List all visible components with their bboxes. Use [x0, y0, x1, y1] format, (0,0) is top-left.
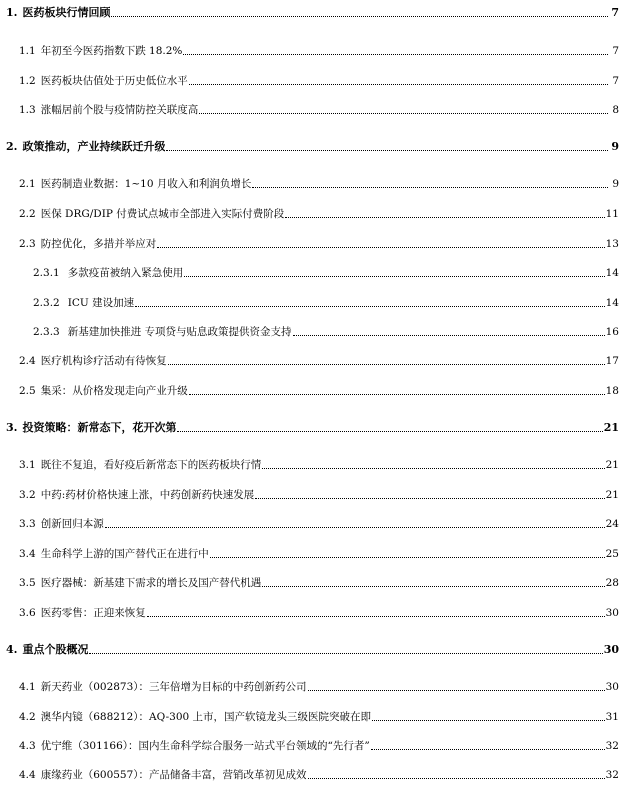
- toc-page-number: 28: [605, 577, 619, 589]
- toc-dot-leader: [135, 306, 605, 307]
- toc-entry-number: 2.4: [19, 355, 36, 367]
- toc-entry-title: 涨幅居前个股与疫情防控关联度高: [40, 104, 199, 116]
- toc-page-number: 30: [605, 607, 619, 619]
- toc-entry-number: 4.2: [19, 711, 36, 723]
- toc-entry-number: 2.3.2: [33, 297, 60, 309]
- toc-entry-number: 1.1: [19, 45, 36, 57]
- toc-entry[interactable]: [19, 766, 619, 782]
- toc-dot-leader: [199, 113, 608, 114]
- toc-entry-title: 医药板块行情回顾: [22, 6, 111, 19]
- toc-page-number: 11: [605, 208, 619, 220]
- toc-page-number: 14: [605, 267, 619, 279]
- toc-entry-title: 优宁维（301166）：国内生命科学综合服务一站式平台领域的“先行者”: [40, 740, 370, 752]
- toc-dot-leader: [308, 690, 605, 691]
- toc-dot-leader: [168, 364, 605, 365]
- toc-entry-title: 医药板块估值处于历史低位水平: [40, 75, 188, 87]
- toc-page-number: 32: [605, 740, 619, 752]
- toc-entry-title: 生命科学上游的国产替代正在进行中: [40, 548, 209, 560]
- toc-dot-leader: [293, 335, 605, 336]
- toc-entry[interactable]: [19, 678, 619, 694]
- toc-entry-title: 多款疫苗被纳入紧急使用: [67, 267, 184, 279]
- toc-entry-number: 3.1: [19, 459, 36, 471]
- toc-page-number: 30: [605, 681, 619, 693]
- toc-entry-number: 2.3: [19, 238, 36, 250]
- toc-entry[interactable]: [33, 323, 619, 339]
- toc-dot-leader: [147, 616, 605, 617]
- toc-page-number: 31: [605, 711, 619, 723]
- toc-entry-title: 防控优化，多措并举应对: [40, 238, 157, 250]
- toc-entry-title: 创新回归本源: [40, 518, 104, 530]
- toc-entry-title: 澳华内镜（688212）：AQ-300 上市，国产软镜龙头三级医院突破在即: [40, 711, 372, 723]
- toc-dot-leader: [285, 217, 604, 218]
- toc-dot-leader: [89, 653, 602, 654]
- toc-page-number: 7: [611, 6, 619, 19]
- toc-entry[interactable]: [6, 4, 619, 20]
- toc-entry-number: 3.: [6, 421, 18, 434]
- toc-page-number: 9: [611, 140, 619, 153]
- toc-entry[interactable]: [19, 486, 619, 502]
- toc-entry-title: 医药制造业数据：1~10 月收入和利润负增长: [40, 178, 252, 190]
- toc-dot-leader: [252, 187, 608, 188]
- toc-entry-title: 中药:药材价格快速上涨，中药创新药快速发展: [40, 489, 255, 501]
- toc-page-number: 7: [612, 45, 619, 57]
- toc-entry[interactable]: [6, 419, 619, 435]
- toc-entry-number: 2.5: [19, 385, 36, 397]
- toc-page-number: 30: [603, 643, 619, 656]
- toc-entry[interactable]: [19, 42, 619, 58]
- toc-entry-number: 2.1: [19, 178, 36, 190]
- toc-page-number: 21: [605, 459, 619, 471]
- toc-dot-leader: [184, 276, 604, 277]
- toc-entry-number: 2.3.1: [33, 267, 60, 279]
- toc-entry[interactable]: [19, 574, 619, 590]
- toc-entry-title: 重点个股概况: [22, 643, 89, 656]
- toc-entry[interactable]: [19, 205, 619, 221]
- toc-entry[interactable]: [19, 737, 619, 753]
- toc-entry-number: 3.6: [19, 607, 36, 619]
- toc-entry-title: 既往不复追，看好疫后新常态下的医药板块行情: [40, 459, 262, 471]
- toc-dot-leader: [372, 720, 605, 721]
- toc-entry-number: 1.3: [19, 104, 36, 116]
- toc-entry-number: 1.: [6, 6, 18, 19]
- toc-entry-title: 年初至今医药指数下跌 18.2%: [40, 45, 183, 57]
- toc-dot-leader: [177, 431, 602, 432]
- toc-entry-title: 新天药业（002873）：三年倍增为目标的中药创新药公司: [40, 681, 307, 693]
- toc-dot-leader: [371, 749, 605, 750]
- toc-dot-leader: [105, 527, 605, 528]
- toc-entry-number: 3.5: [19, 577, 36, 589]
- toc-entry-number: 2.3.3: [33, 326, 60, 338]
- toc-entry-number: 3.2: [19, 489, 36, 501]
- toc-entry[interactable]: [19, 72, 619, 88]
- toc-dot-leader: [183, 54, 608, 55]
- toc-dot-leader: [262, 468, 604, 469]
- toc-page-number: 18: [605, 385, 619, 397]
- toc-entry[interactable]: [19, 175, 619, 191]
- toc-entry-title: 医保 DRG/DIP 付费试点城市全部进入实际付费阶段: [40, 208, 285, 220]
- toc-page-number: 25: [605, 548, 619, 560]
- toc-dot-leader: [111, 16, 608, 17]
- toc-entry-number: 3.3: [19, 518, 36, 530]
- toc-page-number: 9: [612, 178, 619, 190]
- toc-page-number: 32: [605, 769, 619, 781]
- toc-entry[interactable]: [6, 138, 619, 154]
- toc-entry[interactable]: [6, 641, 619, 657]
- toc-page-number: 16: [605, 326, 619, 338]
- toc-entry-number: 3.4: [19, 548, 36, 560]
- toc-entry-title: 医药零售：正迎来恢复: [40, 607, 146, 619]
- toc-dot-leader: [308, 778, 605, 779]
- toc-entry-title: 政策推动，产业持续跃迁升级: [22, 140, 166, 153]
- toc-entry[interactable]: [19, 708, 619, 724]
- toc-entry-number: 4.3: [19, 740, 36, 752]
- toc-dot-leader: [189, 394, 605, 395]
- toc-entry[interactable]: [19, 382, 619, 398]
- toc-entry-title: 集采：从价格发现走向产业升级: [40, 385, 188, 397]
- toc-page-number: 21: [605, 489, 619, 501]
- toc-page-number: 24: [605, 518, 619, 530]
- toc-entry-title: 新基建加快推进 专项贷与贴息政策提供资金支持: [67, 326, 292, 338]
- toc-page-number: 7: [612, 75, 619, 87]
- toc-entry[interactable]: [19, 545, 619, 561]
- toc-entry-number: 4.4: [19, 769, 36, 781]
- toc-entry[interactable]: [19, 515, 619, 531]
- toc-dot-leader: [210, 557, 605, 558]
- toc-entry-title: 投资策略：新常态下，花开次第: [22, 421, 177, 434]
- toc-entry-number: 1.2: [19, 75, 36, 87]
- toc-entry-title: 医疗机构诊疗活动有待恢复: [40, 355, 167, 367]
- toc-entry[interactable]: [19, 604, 619, 620]
- toc-entry[interactable]: [19, 101, 619, 117]
- toc-entry-title: 康缘药业（600557）：产品储备丰富，营销改革初见成效: [40, 769, 307, 781]
- toc-dot-leader: [189, 84, 608, 85]
- toc-entry-number: 4.1: [19, 681, 36, 693]
- toc-entry[interactable]: [19, 352, 619, 368]
- toc-dot-leader: [255, 498, 604, 499]
- toc-entry-number: 2.2: [19, 208, 36, 220]
- toc-page-number: 8: [612, 104, 619, 116]
- toc-dot-leader: [157, 247, 604, 248]
- toc-page-number: 14: [605, 297, 619, 309]
- toc-dot-leader: [166, 150, 608, 151]
- toc-entry-title: ICU 建设加速: [67, 297, 135, 309]
- toc-entry[interactable]: [19, 235, 619, 251]
- toc-entry-number: 4.: [6, 643, 18, 656]
- toc-entry[interactable]: [33, 264, 619, 280]
- toc-page-number: 17: [605, 355, 619, 367]
- toc-entry[interactable]: [19, 456, 619, 472]
- toc-entry[interactable]: [33, 294, 619, 310]
- toc-entry-number: 2.: [6, 140, 18, 153]
- toc-page-number: 21: [603, 421, 619, 434]
- toc-page-number: 13: [605, 238, 619, 250]
- toc-dot-leader: [262, 586, 604, 587]
- toc-entry-title: 医疗器械：新基建下需求的增长及国产替代机遇: [40, 577, 262, 589]
